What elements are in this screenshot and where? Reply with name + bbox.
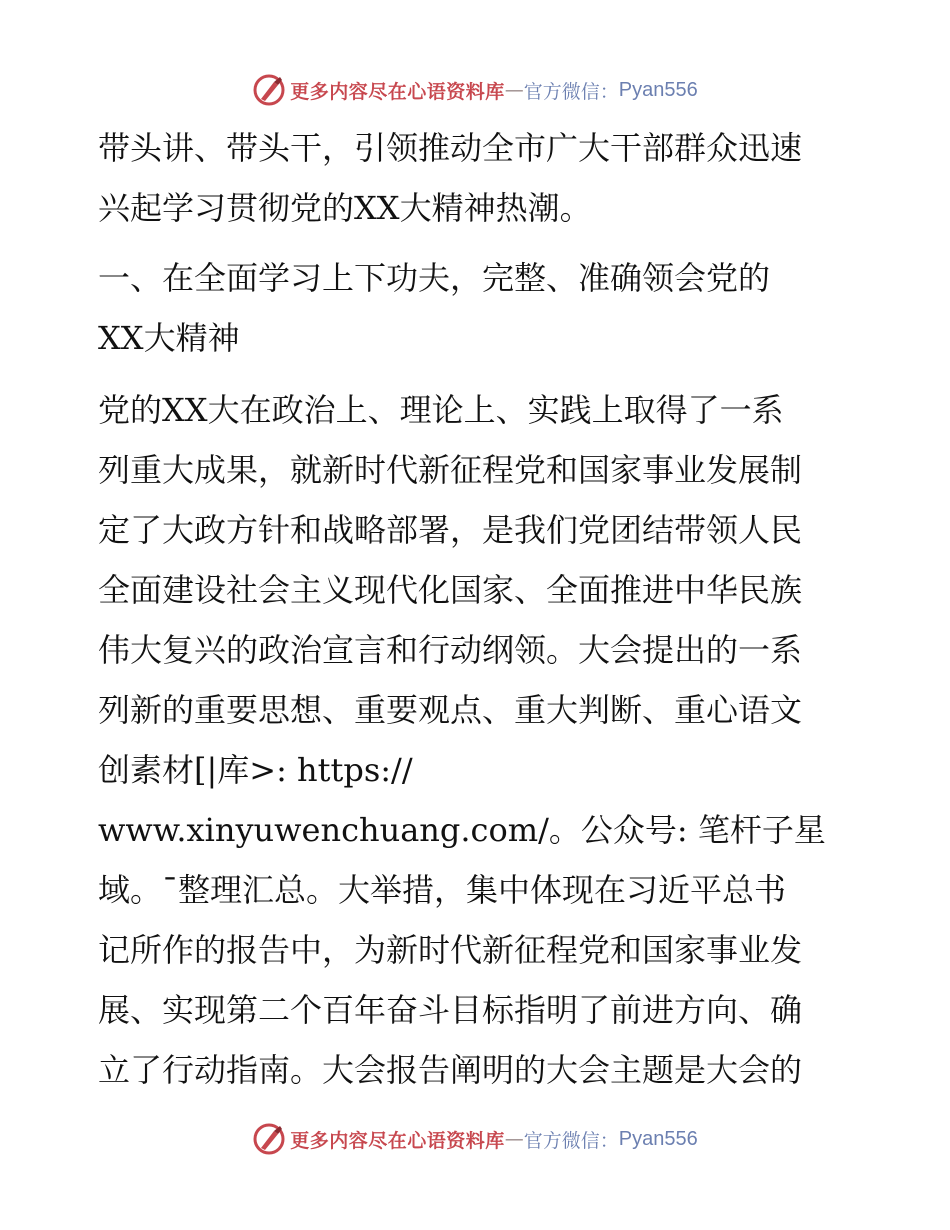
quill-pen-circle-icon [252,1122,286,1156]
text-line: 兴起学习贯彻党的XX大精神热潮。 [98,189,592,227]
text-line: 伟大复兴的政治宣言和行动纲领。大会提出的一系 [98,631,803,669]
text-line: 立了行动指南。大会报告阐明的大会主题是大会的 [98,1051,803,1089]
text-line: 带头讲、带头干，引领推动全市广大干部群众迅速 [98,129,803,167]
text-line: 域。¯整理汇总。大举措，集中体现在习近平总书 [98,871,787,909]
quill-pen-circle-icon [252,73,286,107]
text-line: 全面建设社会主义现代化国家、全面推进中华民族 [98,571,803,609]
banner-main-text: 更多内容尽在心语资料库 [290,1129,505,1152]
banner-wechat-id: Pyan556 [618,78,698,101]
header-watermark [0,70,950,110]
section-heading [98,248,858,368]
banner-wechat-id: Pyan556 [618,1127,698,1150]
text-line: www.xinyuwenchuang.com/。公众号: 笔杆子星 [98,811,826,849]
text-line: 一、在全面学习上下功夫，完整、准确领会党的 [98,259,771,297]
text-line: 定了大政方针和战略部署，是我们党团结带领人民 [98,511,803,549]
footer-watermark [0,1119,950,1159]
text-line: 列新的重要思想、重要观点、重大判断、重心语文 [98,691,803,729]
banner-separator: — [504,1128,524,1150]
text-line: 创素材[|库>: https:// [98,751,413,789]
banner-main-text: 更多内容尽在心语资料库 [290,80,505,103]
text-line: 列重大成果，就新时代新征程党和国家事业发展制 [98,451,803,489]
text-line: XX大精神 [98,319,240,357]
paragraph-1 [98,118,858,238]
text-line: 记所作的报告中，为新时代新征程党和国家事业发 [98,931,803,969]
text-line: 党的XX大在政治上、理论上、实践上取得了一系 [98,391,784,429]
text-line: 展、实现第二个百年奋斗目标指明了前进方向、确 [98,991,803,1029]
banner-separator: — [504,79,524,101]
banner-official-label: 官方微信： [523,80,619,103]
banner-official-label: 官方微信： [523,1129,619,1152]
paragraph-3 [98,380,858,1100]
